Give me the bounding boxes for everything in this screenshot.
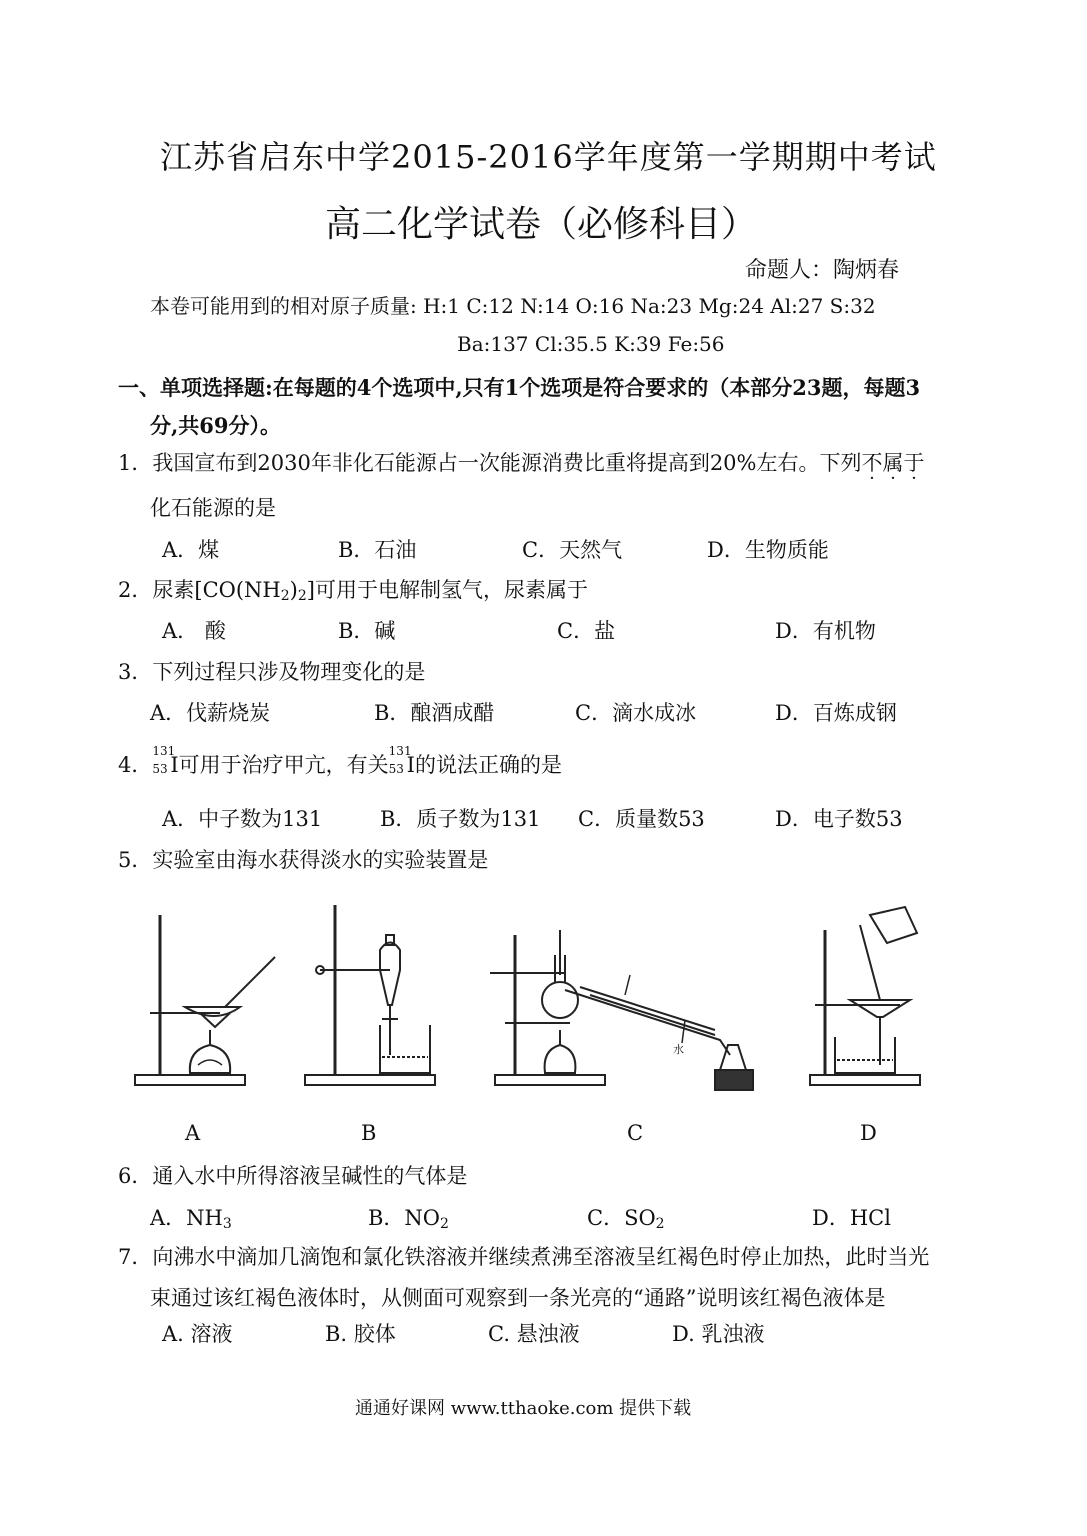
option-c: C. 悬浊液	[488, 1322, 580, 1346]
emphasis-char: 不	[861, 451, 883, 475]
option-text: B．NO	[368, 1206, 441, 1230]
atomic-masses-line1: 本卷可能用到的相对原子质量: H:1 C:12 N:14 O:16 Na:23 Mg:24 Al:27 S:32	[150, 294, 876, 318]
author: 命题人：陶炳春	[745, 258, 900, 283]
apparatus-d-filtration	[810, 907, 920, 1085]
subscript: 2	[297, 588, 307, 604]
option-c: C．天然气	[522, 538, 623, 562]
apparatus-c-distillation	[490, 930, 753, 1090]
section-heading-cont: 分,共69分）。	[150, 413, 282, 438]
option-d: D. 乳浊液	[672, 1322, 765, 1346]
question-3	[118, 656, 425, 686]
footer: 通通好课网 www.tthaoke.com 提供下载	[355, 1398, 692, 1419]
isotope-notation	[388, 744, 412, 778]
question-stem: 尿素[CO(NH	[152, 578, 281, 602]
option-c: C．盐	[557, 619, 616, 643]
question-stem: 向沸水中滴加几滴饱和氯化铁溶液并继续煮沸至溶液呈红褐色时停止加热，此时当光	[152, 1245, 930, 1269]
isotope-notation	[152, 744, 176, 778]
question-stem: )	[289, 578, 298, 602]
subscript: 3	[222, 1216, 232, 1232]
option-b	[368, 1202, 449, 1232]
option-c: C．质量数53	[578, 807, 705, 831]
option-b: B．石油	[338, 538, 417, 562]
diagram-label-d: D	[860, 1121, 877, 1145]
question-number: 2．	[118, 578, 153, 602]
option-text: C．SO	[587, 1206, 656, 1230]
question-stem: 可用于治疗甲亢，有关	[178, 753, 389, 777]
exam-subtitle: 高二化学试卷（必修科目）	[325, 204, 758, 245]
question-stem: 实验室由海水获得淡水的实验装置是	[152, 848, 489, 872]
option-d: D．生物质能	[707, 538, 829, 562]
apparatus-diagrams	[130, 895, 930, 1095]
water-label: 水	[673, 1043, 684, 1056]
option-c: C．滴水成冰	[575, 701, 697, 725]
question-number: 5．	[118, 848, 153, 872]
mass-number: 131	[152, 744, 176, 758]
element-symbol: I	[170, 753, 179, 777]
question-number: 7．	[118, 1245, 153, 1269]
option-b: B．碱	[338, 619, 396, 643]
question-stem-cont: 化石能源的是	[150, 496, 276, 520]
option-text: A．NH	[150, 1206, 223, 1230]
option-a: A. 溶液	[162, 1322, 233, 1346]
subscript: 2	[280, 588, 290, 604]
question-5	[118, 844, 488, 874]
question-number: 4．	[118, 753, 153, 777]
question-6	[118, 1160, 467, 1190]
question-number: 6．	[118, 1164, 153, 1188]
option-d: D．电子数53	[775, 807, 903, 831]
question-stem: ]可用于电解制氢气，尿素属于	[306, 578, 588, 602]
question-4	[118, 744, 562, 779]
element-symbol: I	[406, 753, 415, 777]
question-number: 3．	[118, 660, 153, 684]
option-a: A．伐薪烧炭	[150, 701, 271, 725]
mass-number: 131	[388, 744, 412, 758]
apparatus-b-separatory-funnel	[305, 905, 435, 1085]
option-a: A． 酸	[162, 619, 226, 643]
diagram-label-a: A	[185, 1121, 201, 1145]
atomic-masses-line2: Ba:137 Cl:35.5 K:39 Fe:56	[457, 332, 725, 356]
apparatus-a-evaporation	[135, 915, 275, 1085]
question-2	[118, 574, 588, 604]
question-number: 1．	[118, 451, 153, 475]
question-stem: 的说法正确的是	[414, 753, 562, 777]
option-b: B．质子数为131	[380, 807, 541, 831]
question-stem: 通入水中所得溶液呈碱性的气体是	[152, 1164, 468, 1188]
atomic-number: 53	[388, 762, 404, 776]
option-c	[587, 1202, 665, 1232]
option-b: B．酿酒成醋	[374, 701, 495, 725]
subscript: 2	[655, 1216, 665, 1232]
question-stem: 下列过程只涉及物理变化的是	[152, 660, 426, 684]
question-7	[118, 1241, 929, 1271]
option-a: A．中子数为131	[162, 807, 323, 831]
atomic-number: 53	[152, 762, 168, 776]
question-1	[118, 447, 925, 477]
diagram-label-c: C	[627, 1121, 644, 1145]
option-a: A．煤	[162, 538, 220, 562]
question-stem: 我国宣布到2030年非化石能源占一次能源消费比重将提高到20%左右。下列	[152, 451, 862, 475]
option-a	[150, 1202, 232, 1232]
option-text: D．HCl	[812, 1206, 891, 1230]
option-b: B. 胶体	[325, 1322, 396, 1346]
option-d: D．百炼成钢	[775, 701, 897, 725]
option-d	[812, 1202, 891, 1232]
emphasis-char: 属	[882, 451, 904, 475]
option-d: D．有机物	[775, 619, 876, 643]
section-heading: 一、单项选择题:在每题的4个选项中,只有1个选项是符合要求的（本部分23题，每题3	[118, 375, 921, 400]
subscript: 2	[440, 1216, 449, 1232]
question-stem-cont: 束通过该红褐色液体时，从侧面可观察到一条光亮的“通路”说明该红褐色液体是	[150, 1286, 886, 1310]
emphasis-char: 于	[903, 451, 925, 475]
diagram-label-b: B	[361, 1121, 377, 1145]
exam-title: 江苏省启东中学2015-2016学年度第一学期期中考试	[160, 138, 937, 176]
